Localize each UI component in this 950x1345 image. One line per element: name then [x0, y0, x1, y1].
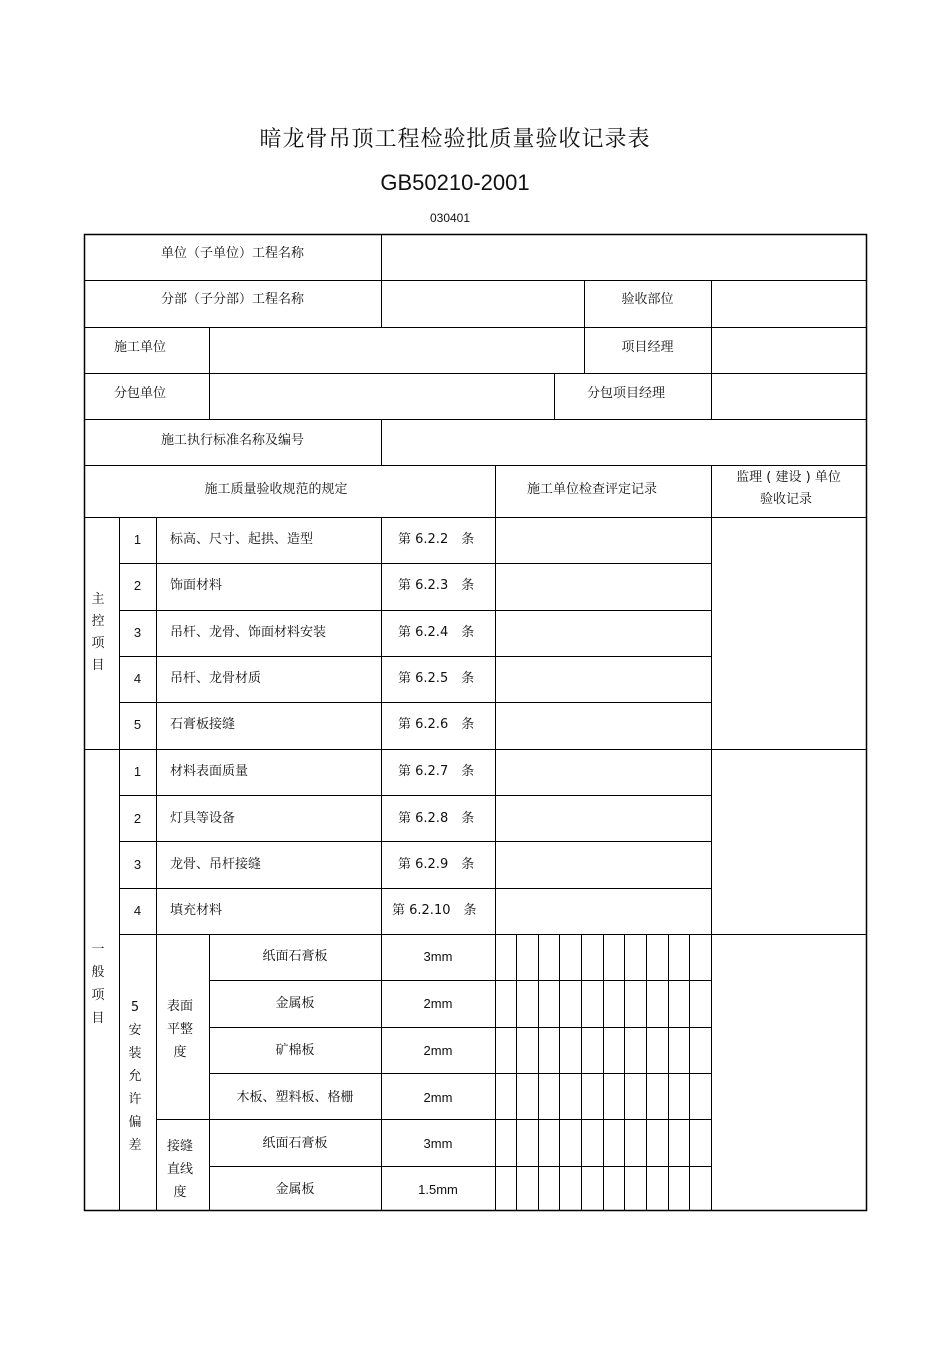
main-item-5-no: 5: [133, 717, 142, 732]
general-item-2-no: 2: [133, 811, 142, 826]
main-item-3-clause: 第 6.2.4 条: [398, 625, 475, 640]
standard-name-label: 施工执行标准名称及编号: [160, 433, 304, 448]
main-item-1-clause: 第 6.2.2 条: [398, 532, 475, 547]
flatness-row-4-material: 木板、塑料板、格栅: [236, 1090, 354, 1105]
form-number: 030401: [429, 211, 471, 225]
main-item-4-no: 4: [133, 671, 142, 686]
general-item-4-name: 填充材料: [170, 903, 223, 918]
general-label: 一般项目: [91, 942, 105, 1026]
subcontract-manager-label: 分包项目经理: [586, 386, 665, 401]
sub-project-name-label: 分部（子分部）工程名称: [160, 292, 304, 307]
main-item-3-no: 3: [133, 625, 142, 640]
general-item-1-name: 材料表面质量: [170, 764, 249, 779]
main-item-1-no: 1: [133, 532, 142, 547]
general-item-4-clause: 第 6.2.10 条: [392, 903, 477, 918]
flatness-row-1-material: 纸面石膏板: [262, 949, 328, 964]
tolerance-label: 5安装允许偏差: [128, 1000, 142, 1153]
main-item-4-clause: 第 6.2.5 条: [398, 671, 475, 686]
construction-unit-label: 施工单位: [113, 340, 166, 355]
subcontract-unit-label: 分包单位: [113, 386, 166, 401]
general-item-3-name: 龙骨、吊杆接缝: [170, 857, 262, 872]
flatness-label: 表面平整度: [166, 999, 193, 1060]
check-record-column-header: 施工单位检查评定记录: [526, 482, 657, 497]
flatness-row-2-material: 金属板: [275, 996, 315, 1011]
general-item-2-clause: 第 6.2.8 条: [398, 811, 475, 826]
flatness-row-2-value: 2mm: [423, 996, 453, 1011]
general-item-3-no: 3: [133, 857, 142, 872]
joint-row-2-value: 1.5mm: [418, 1182, 458, 1197]
standard-code: GB50210-2001: [380, 170, 530, 195]
general-item-3-clause: 第 6.2.9 条: [398, 857, 475, 872]
unit-project-name-label: 单位（子单位）工程名称: [160, 246, 304, 261]
flatness-row-4-value: 2mm: [423, 1090, 453, 1105]
flatness-row-1-value: 3mm: [423, 949, 453, 964]
main-item-5-clause: 第 6.2.6 条: [398, 717, 475, 732]
main-item-1-name: 标高、尺寸、起拱、造型: [170, 532, 314, 547]
spec-column-header: 施工质量验收规范的规定: [204, 482, 348, 497]
flatness-row-3-value: 2mm: [423, 1043, 453, 1058]
main-item-2-no: 2: [133, 578, 142, 593]
general-item-1-clause: 第 6.2.7 条: [398, 764, 475, 779]
joint-row-2-material: 金属板: [275, 1182, 315, 1197]
joint-straightness-label: 接缝直线度: [166, 1139, 193, 1200]
general-item-1-no: 1: [133, 764, 142, 779]
main-item-2-name: 饰面材料: [170, 578, 223, 593]
joint-row-1-material: 纸面石膏板: [262, 1136, 328, 1151]
main-item-4-name: 吊杆、龙骨材质: [170, 671, 262, 686]
main-control-label: 主控项目: [91, 592, 105, 673]
project-manager-label: 项目经理: [621, 340, 674, 355]
main-item-3-name: 吊杆、龙骨、饰面材料安装: [170, 625, 327, 640]
page-title: 暗龙骨吊顶工程检验批质量验收记录表: [259, 127, 651, 152]
joint-row-1-value: 3mm: [423, 1136, 453, 1151]
main-item-5-name: 石膏板接缝: [170, 717, 236, 732]
flatness-row-3-material: 矿棉板: [275, 1043, 315, 1058]
acceptance-part-label: 验收部位: [621, 292, 674, 307]
supervision-column-header-line2: 验收记录: [759, 492, 812, 507]
supervision-column-header-line1: 监理 ( 建设 ) 单位: [736, 470, 841, 485]
general-item-4-no: 4: [133, 903, 142, 918]
main-item-2-clause: 第 6.2.3 条: [398, 578, 475, 593]
general-item-2-name: 灯具等设备: [170, 811, 236, 826]
